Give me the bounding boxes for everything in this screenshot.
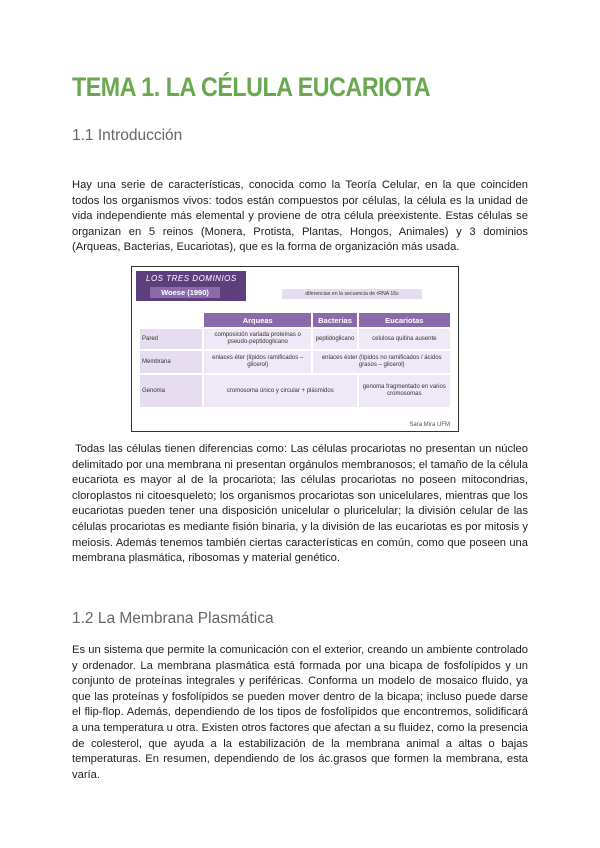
cell-genoma-arqueas-bacterias: cromosoma único y circular + plásmidos <box>203 374 358 407</box>
table-corner <box>140 313 203 328</box>
column-header-bacterias: Bacterias <box>312 313 357 328</box>
section-heading-introduccion: 1.1 Introducción <box>72 127 183 144</box>
table-row <box>140 374 450 407</box>
row-label-membrana: Membrana <box>140 350 203 374</box>
column-header-eucariotas: Eucariotas <box>358 313 450 328</box>
cell-membrana-arqueas: enlaces éter (lípidos ramificados – glicerol) <box>203 350 312 374</box>
figure-credit: Sara Mira UFM <box>409 422 450 428</box>
dominios-table <box>140 313 450 407</box>
paragraph-teoria-celular: Hay una serie de características, conocida como la Teoría Celular, en la que coinciden todos los organismos vivos: todos están compuestos por células, la célula es la unidad de vida independiente más elemental y proviene de otra célula preexistente. Estas células se organizan en 5 reinos (Monera, Protista, Plantas, Hongos, Animales) y 3 dominios (Arqueas, Bacterias, Eucariotas), que es la forma de organización más usada. <box>72 179 528 254</box>
table-row <box>140 328 450 350</box>
figure-caption: diferencias en la secuencia de rRNA 16s <box>282 289 422 299</box>
table-row <box>140 350 450 374</box>
cell-membrana-bacterias-eucariotas: enlaces éster (lípidos no ramificados / ácidos grasos – glicerol) <box>312 350 450 374</box>
cell-pared-bacterias: peptidoglicano <box>312 328 357 350</box>
figure-banner-subtitle: Woese (1990) <box>150 287 220 298</box>
row-label-pared: Pared <box>140 328 203 350</box>
section-heading-membrana-plasmatica: 1.2 La Membrana Plasmática <box>72 610 274 627</box>
paragraph-diferencias-celulas: Todas las células tienen diferencias como: Las células procariotas no presentan un núcleo delimitado por una membrana ni presentan orgánulos membranosos; el tamaño de la célula eucariota es mayor al de la procariota; las células procariotas no poseen mitocondrias, cloroplastos ni citoesqueleto; los organismos procariotas son unicelulares, mientras que los eucariotas pueden tener una disposición unicelular o pluricelular; la división celular de las células procariotas es mediante fisión binaria, y la división de las eucariotas es por mitosis y meiosis. Además tenemos también ciertas características en común, como que poseen una membrana plasmática, ribosomas y material genético. <box>72 443 528 565</box>
cell-pared-eucariotas: celulosa quitina ausente <box>358 328 450 350</box>
paragraph-membrana-plasmatica: Es un sistema que permite la comunicación con el exterior, creando un ambiente controlado y ordenador. La membrana plasmática está formada por una bicapa de fosfolípidos y un conjunto de proteínas integrales y periféricas. Conforma un modelo de mosaico fluido, ya que las proteínas y fosfolípidos se pueden mover dentro de la bicapa; incluso puede darse el flip-flop. Además, dependiendo de los tipos de fosfolípidos que encontremos, solidificará a una temperatura u otra. Existen otros factores que afectan a su fluidez, como la presencia de colesterol, que ayuda a la estabilización de la membrana animal a altas o bajas temperaturas. En resumen, dependiendo de los ác.grasos que formen la membrana, esta varía. <box>72 644 528 781</box>
tres-dominios-figure <box>131 266 459 432</box>
cell-pared-arqueas: composición variada proteínas o pseudo-peptidoglicano <box>203 328 312 350</box>
document-title: TEMA 1. LA CÉLULA EUCARIOTA <box>72 72 431 102</box>
column-header-arqueas: Arqueas <box>203 313 312 328</box>
figure-banner <box>136 271 246 301</box>
cell-genoma-eucariotas: genoma fragmentado en varios cromosomas <box>358 374 450 407</box>
row-label-genoma: Genoma <box>140 374 203 407</box>
figure-banner-title: LOS TRES DOMINIOS <box>146 274 237 283</box>
